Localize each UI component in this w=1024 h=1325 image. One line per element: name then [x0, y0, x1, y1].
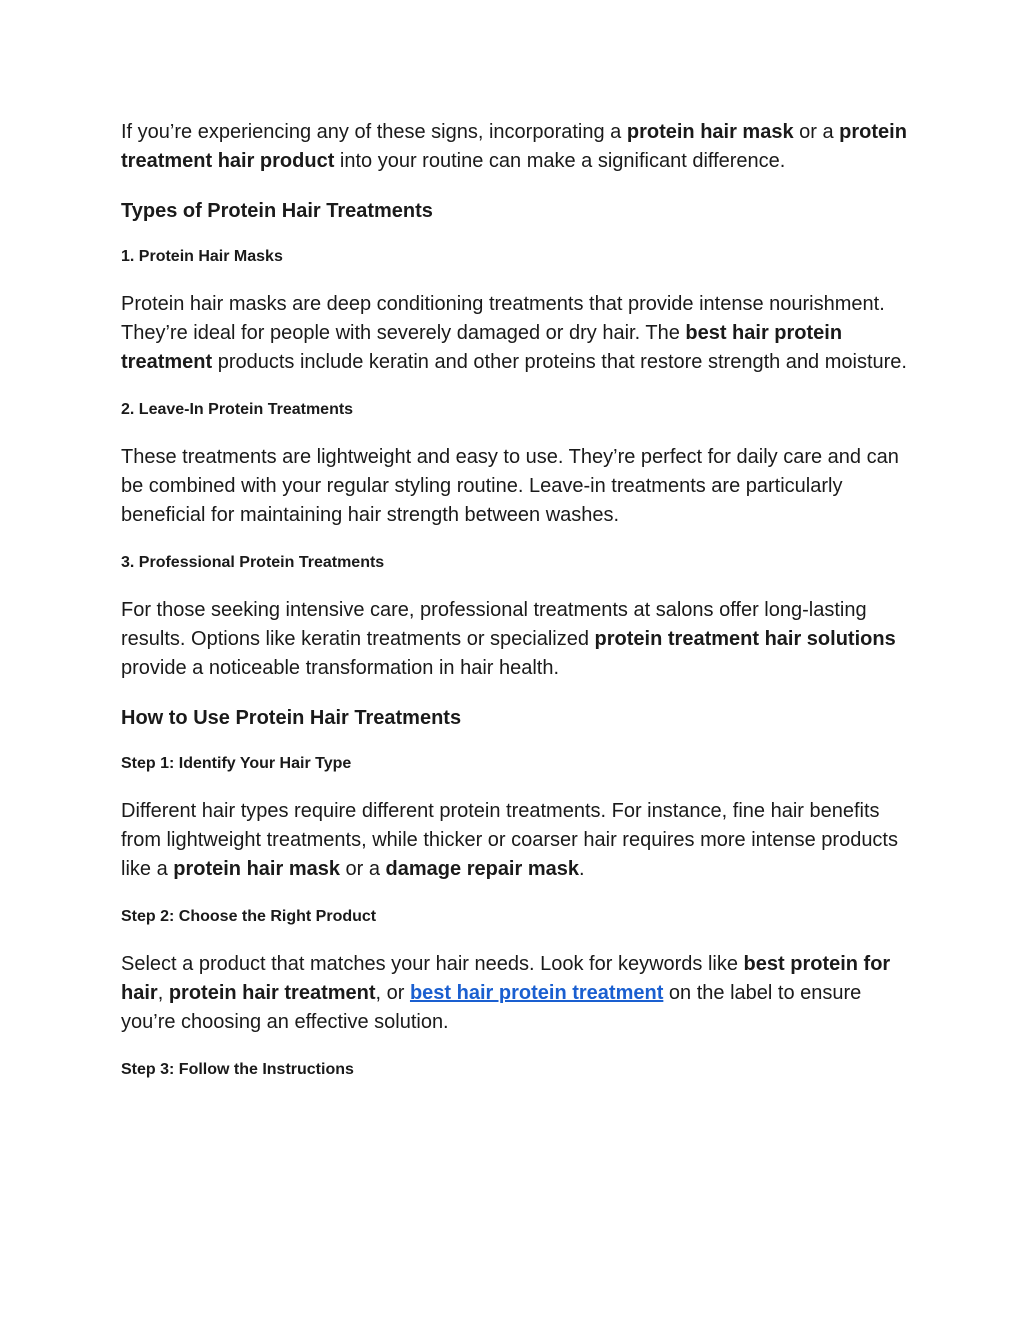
paragraph-professional	[121, 596, 911, 683]
paragraph-step-2	[121, 950, 911, 1037]
step1-text-3: .	[578, 858, 585, 880]
step2-text-1: Select a product that matches your hair needs. Look for keywords like	[121, 953, 744, 975]
document-page	[121, 118, 911, 1081]
step2-text-3: , or	[375, 982, 410, 1004]
masks-text-2: products include keratin and other proteins that restore strength and moisture.	[212, 351, 907, 373]
heading-how-to-use: How to Use Protein Hair Treatments	[121, 707, 462, 729]
intro-text-2: or a	[793, 121, 840, 143]
pro-text-1: For those seeking intensive care, professional treatments at salons offer long-lasting results. Options like keratin treatments or specialized	[121, 599, 867, 650]
subheading-step-3: Step 3: Follow the Instructions	[121, 1061, 354, 1078]
paragraph-leave-in: These treatments are lightweight and easy to use. They’re perfect for daily care and can be combined with your regular styling routine. Leave-in treatments are particularly beneficial for maintaining hair strength between washes.	[121, 446, 899, 526]
intro-text-3: into your routine can make a significant difference.	[334, 150, 786, 172]
step1-text-1: Different hair types require different protein treatments. For instance, fine hair benefits from lightweight treatments, while thicker or coarser hair requires more intense products like a	[121, 800, 898, 880]
subheading-professional: 3. Professional Protein Treatments	[121, 554, 385, 571]
step1-bold-1: protein hair mask	[173, 858, 340, 880]
step2-bold-2: protein hair treatment	[168, 982, 376, 1004]
best-hair-protein-treatment-link[interactable]: best hair protein treatment	[409, 982, 664, 1004]
subheading-leave-in: 2. Leave-In Protein Treatments	[121, 401, 354, 418]
intro-paragraph	[121, 118, 911, 176]
pro-bold-1: protein treatment hair solutions	[594, 628, 896, 650]
step1-bold-2: damage repair mask	[385, 858, 579, 880]
paragraph-step-1	[121, 797, 911, 884]
masks-bold-1: best hair protein treatment	[121, 322, 843, 373]
intro-bold-1: protein hair mask	[626, 121, 794, 143]
step1-text-2: or a	[339, 858, 386, 880]
step2-text-4: on the label to ensure you’re choosing an effective solution.	[121, 982, 862, 1033]
subheading-step-1: Step 1: Identify Your Hair Type	[121, 755, 352, 772]
subheading-step-2: Step 2: Choose the Right Product	[121, 908, 377, 925]
paragraph-protein-hair-masks	[121, 290, 911, 377]
intro-bold-2: protein treatment hair product	[121, 121, 907, 172]
intro-text-1: If you’re experiencing any of these signs, incorporating a	[121, 121, 627, 143]
masks-text-1: Protein hair masks are deep conditioning treatments that provide intense nourishment. They’re ideal for people with severely damaged or dry hair. The	[121, 293, 885, 344]
subheading-protein-hair-masks: 1. Protein Hair Masks	[121, 248, 283, 265]
heading-types: Types of Protein Hair Treatments	[121, 200, 433, 222]
step2-text-2: ,	[157, 982, 169, 1004]
step2-bold-1: best protein for hair	[121, 953, 891, 1004]
pro-text-2: provide a noticeable transformation in hair health.	[121, 657, 560, 679]
